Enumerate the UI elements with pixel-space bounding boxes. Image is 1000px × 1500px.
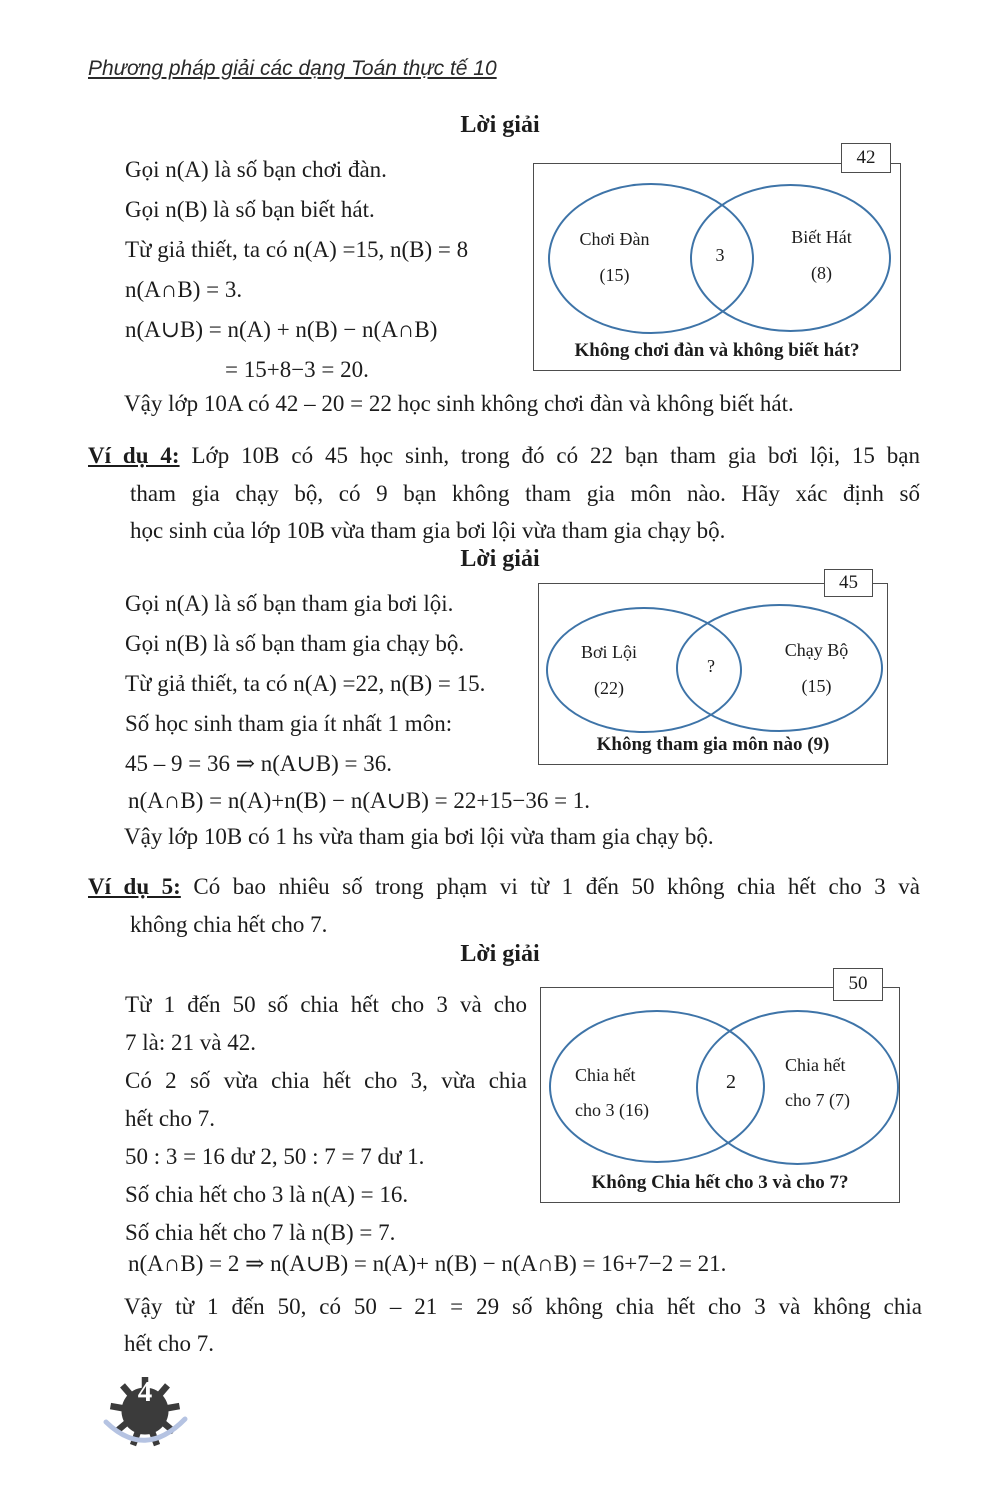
solution-heading-2: Lời giải bbox=[460, 546, 540, 572]
left-set-label bbox=[575, 1058, 705, 1128]
outside-set-caption: Không tham gia môn nào (9) bbox=[596, 734, 830, 755]
header-title: Phương pháp giải các dạng Toán thực tế 10 bbox=[88, 57, 497, 80]
text-line: Gọi n(B) là số bạn tham gia chạy bộ. bbox=[125, 631, 465, 656]
right-set-label bbox=[754, 632, 879, 704]
running-header bbox=[88, 57, 497, 81]
example-5 bbox=[88, 868, 920, 943]
text-line: Gọi n(A) là số bạn chơi đàn. bbox=[125, 157, 387, 182]
set-count: (15) bbox=[801, 676, 832, 696]
formula-line: n(A∩B) = 3. bbox=[125, 277, 243, 302]
right-set-label bbox=[785, 1048, 905, 1118]
set-name: Chạy Bộ bbox=[784, 640, 849, 660]
text-line: Từ giả thiết, ta có n(A) =22, n(B) = 15. bbox=[125, 671, 486, 696]
intersection-count: ? bbox=[707, 656, 715, 676]
universe-count-box: 42 bbox=[841, 143, 891, 173]
text-line: Số học sinh tham gia ít nhất 1 môn: bbox=[125, 711, 453, 736]
example-4 bbox=[88, 437, 920, 550]
right-set-label bbox=[759, 219, 884, 291]
text-line: Vậy từ 1 đến 50, có 50 – 21 = 29 số không chia hết cho 3 và không chia bbox=[124, 1294, 922, 1319]
universe-count-box: 50 bbox=[833, 968, 883, 1001]
example-label: Ví dụ 5: bbox=[88, 874, 181, 899]
set-count: cho 7 (7) bbox=[785, 1090, 850, 1110]
page-number-badge bbox=[99, 1366, 193, 1466]
solution-heading-3: Lời giải bbox=[460, 941, 540, 967]
intersection-count: 3 bbox=[715, 245, 725, 265]
page-number: 4 bbox=[137, 1376, 153, 1408]
set-count: cho 3 (16) bbox=[575, 1100, 649, 1120]
example-label: Ví dụ 4: bbox=[88, 443, 180, 468]
text-line: học sinh của lớp 10B vừa tham gia bơi lội vừa tham gia chạy bộ. bbox=[130, 518, 726, 543]
formula-line: 50 : 3 = 16 dư 2, 50 : 7 = 7 dư 1. bbox=[125, 1144, 425, 1169]
solution2-lines bbox=[125, 584, 485, 784]
solution2-conclusion: Vậy lớp 10B có 1 hs vừa tham gia bơi lội vừa tham gia chạy bộ. bbox=[124, 824, 714, 849]
solution2-formula: n(A∩B) = n(A)+n(B) − n(A∪B) = 22+15−36 = 1. bbox=[128, 788, 591, 813]
formula-line: 45 – 9 = 36 ⇒ n(A∪B) = 36. bbox=[125, 751, 393, 776]
text-line: Từ giả thiết, ta có n(A) =15, n(B) = 8 bbox=[125, 237, 469, 262]
set-name: Bơi Lội bbox=[580, 642, 638, 662]
formula-line: n(A∪B) = n(A) + n(B) − n(A∩B) bbox=[125, 317, 438, 342]
text-line: 7 là: 21 và 42. bbox=[125, 1030, 256, 1055]
text-line: hết cho 7. bbox=[124, 1331, 215, 1356]
set-name: Chơi Đàn bbox=[579, 229, 650, 249]
gear-icon bbox=[99, 1366, 193, 1466]
text-line: Từ 1 đến 50 số chia hết cho 3 và cho bbox=[125, 992, 527, 1017]
example-text: Lớp 10B có 45 học sinh, trong đó có 22 bạn tham gia bơi lội, 15 bạn bbox=[191, 443, 921, 468]
venn-diagram-music bbox=[533, 147, 901, 371]
left-set-label bbox=[549, 634, 669, 706]
set-count: (22) bbox=[594, 678, 624, 698]
set-name: Chia hết bbox=[575, 1065, 636, 1085]
example-text: Có bao nhiêu số trong phạm vi từ 1 đến 50 không chia hết cho 3 và bbox=[193, 874, 921, 899]
venn-diagram-sports bbox=[538, 572, 888, 765]
outside-set-caption: Không chơi đàn và không biết hát? bbox=[574, 340, 860, 361]
set-name: Chia hết bbox=[785, 1055, 846, 1075]
universe-count-box: 45 bbox=[824, 569, 873, 597]
text-line: Có 2 số vừa chia hết cho 3, vừa chia bbox=[125, 1068, 527, 1093]
solution3-conclusion bbox=[124, 1288, 922, 1362]
intersection-count: 2 bbox=[726, 1071, 736, 1093]
set-count: (15) bbox=[599, 265, 630, 285]
text-line: Số chia hết cho 3 là n(A) = 16. bbox=[125, 1182, 409, 1207]
solution3-lines bbox=[125, 986, 527, 1252]
text-line bbox=[88, 437, 920, 475]
set-count: (8) bbox=[811, 263, 832, 283]
text-line: Gọi n(B) là số bạn biết hát. bbox=[125, 197, 375, 222]
solution1-lines bbox=[125, 150, 468, 390]
text-line: hết cho 7. bbox=[125, 1106, 216, 1131]
left-set-label bbox=[552, 221, 677, 293]
solution1-conclusion: Vậy lớp 10A có 42 – 20 = 22 học sinh không chơi đàn và không biết hát. bbox=[124, 391, 794, 416]
text-line: Số chia hết cho 7 là n(B) = 7. bbox=[125, 1220, 396, 1245]
set-name: Biết Hát bbox=[791, 227, 852, 247]
solution3-formula: n(A∩B) = 2 ⇒ n(A∪B) = n(A)+ n(B) − n(A∩B) = 16+7−2 = 21. bbox=[128, 1251, 727, 1276]
text-line: tham gia chạy bộ, có 9 bạn không tham gia môn nào. Hãy xác định số bbox=[130, 480, 920, 506]
text-line: không chia hết cho 7. bbox=[130, 911, 328, 937]
solution-heading-1: Lời giải bbox=[460, 112, 540, 138]
text-line bbox=[88, 868, 920, 906]
formula-line: = 15+8−3 = 20. bbox=[225, 357, 369, 382]
venn-diagram-divisibility bbox=[540, 973, 900, 1203]
text-line: Gọi n(A) là số bạn tham gia bơi lội. bbox=[125, 591, 454, 616]
outside-set-caption: Không Chia hết cho 3 và cho 7? bbox=[591, 1172, 849, 1193]
